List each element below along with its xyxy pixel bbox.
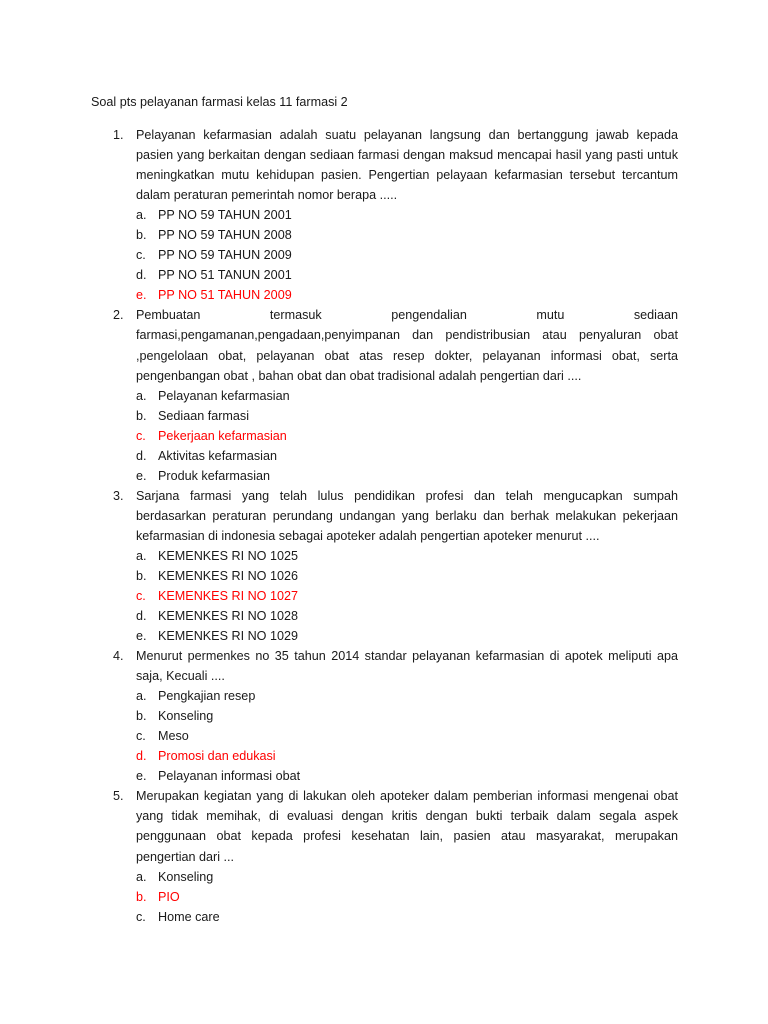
question-text: Menurut permenkes no 35 tahun 2014 standar pelayanan kefarmasian di apotek meliputi apa saja, Kecuali .... bbox=[136, 649, 678, 684]
option-text: Sediaan farmasi bbox=[158, 408, 250, 423]
option-item bbox=[136, 245, 678, 265]
question-number: 1. bbox=[113, 128, 124, 142]
option-text: Promosi dan edukasi bbox=[158, 749, 276, 764]
option-letter: d. bbox=[136, 609, 147, 624]
option-item bbox=[136, 265, 678, 285]
option-item bbox=[136, 406, 678, 426]
option-letter: b. bbox=[136, 889, 147, 904]
option-item bbox=[136, 466, 678, 486]
option-item bbox=[136, 867, 678, 887]
question-number: 3. bbox=[113, 488, 124, 503]
option-list bbox=[136, 686, 678, 786]
question-3 bbox=[91, 486, 678, 646]
option-letter: a. bbox=[136, 549, 147, 564]
option-letter: d. bbox=[136, 268, 147, 283]
option-letter: a. bbox=[136, 689, 147, 704]
option-letter: b. bbox=[136, 408, 147, 423]
option-item bbox=[136, 746, 678, 766]
option-text: PP NO 59 TAHUN 2008 bbox=[158, 228, 292, 243]
option-item bbox=[136, 446, 678, 466]
option-text: Pelayanan informasi obat bbox=[158, 769, 301, 784]
question-list bbox=[91, 125, 678, 927]
option-letter: b. bbox=[136, 709, 147, 724]
option-item bbox=[136, 887, 678, 907]
option-letter: b. bbox=[136, 228, 147, 243]
option-text: Produk kefarmasian bbox=[158, 468, 270, 483]
option-letter: a. bbox=[136, 208, 147, 223]
option-text: Pelayanan kefarmasian bbox=[158, 388, 290, 403]
question-number: 2. bbox=[113, 308, 124, 323]
option-letter: b. bbox=[136, 569, 147, 584]
option-text: Pengkajian resep bbox=[158, 689, 256, 704]
option-text: Home care bbox=[158, 909, 220, 924]
option-text: PP NO 51 TANUN 2001 bbox=[158, 268, 292, 283]
option-letter: e. bbox=[136, 288, 147, 303]
option-letter: c. bbox=[136, 589, 146, 604]
option-text: KEMENKES RI NO 1026 bbox=[158, 569, 298, 584]
option-text: Meso bbox=[158, 729, 189, 744]
option-item bbox=[136, 586, 678, 606]
option-item bbox=[136, 426, 678, 446]
question-text: Merupakan kegiatan yang di lakukan oleh apoteker dalam pemberian informasi mengenai obat yang tidak memihak, di evaluasi dengan kritis dengan bukti terbaik dalam segala aspek penggunaan obat kepada profesi kesehatan lain, pasien atau masyarakat, merupakan pengertian dari ... bbox=[136, 789, 678, 864]
option-text: PP NO 59 TAHUN 2009 bbox=[158, 248, 292, 263]
option-letter: c. bbox=[136, 909, 146, 924]
question-2 bbox=[91, 305, 678, 485]
option-item bbox=[136, 566, 678, 586]
option-letter: c. bbox=[136, 248, 146, 263]
question-text: Pelayanan kefarmasian adalah suatu pelayanan langsung dan bertanggung jawab kepada pasien yang berkaitan dengan sediaan farmasi dengan maksud mencapai hasil yang pasti untuk meningkatkan mutu kehidupan pasien. Pengertian pelayaan kefarmasian tersebut tercantum dalam peraturan pemerintah nomor berapa ..... bbox=[136, 128, 678, 203]
question-number: 4. bbox=[113, 649, 124, 664]
option-letter: d. bbox=[136, 448, 147, 463]
option-list bbox=[136, 546, 678, 646]
option-text: KEMENKES RI NO 1027 bbox=[158, 589, 298, 604]
option-text: KEMENKES RI NO 1025 bbox=[158, 549, 298, 564]
option-letter: d. bbox=[136, 749, 147, 764]
option-item bbox=[136, 726, 678, 746]
option-item bbox=[136, 907, 678, 927]
option-letter: e. bbox=[136, 629, 147, 644]
option-text: Konseling bbox=[158, 869, 214, 884]
option-text: PP NO 51 TAHUN 2009 bbox=[158, 288, 292, 303]
question-5 bbox=[91, 786, 678, 926]
option-text: Aktivitas kefarmasian bbox=[158, 448, 277, 463]
question-1 bbox=[91, 125, 678, 305]
option-letter: a. bbox=[136, 388, 147, 403]
question-4 bbox=[91, 646, 678, 786]
option-text: Konseling bbox=[158, 709, 214, 724]
option-item bbox=[136, 225, 678, 245]
option-item bbox=[136, 686, 678, 706]
option-text: Pekerjaan kefarmasian bbox=[158, 428, 287, 443]
option-letter: e. bbox=[136, 769, 147, 784]
document-title: Soal pts pelayanan farmasi kelas 11 farmasi 2 bbox=[91, 95, 348, 109]
option-list bbox=[136, 867, 678, 927]
option-text: PIO bbox=[158, 889, 180, 904]
option-item bbox=[136, 546, 678, 566]
option-item bbox=[136, 285, 678, 305]
option-letter: a. bbox=[136, 869, 147, 884]
option-letter: c. bbox=[136, 428, 146, 443]
option-text: PP NO 59 TAHUN 2001 bbox=[158, 208, 292, 223]
option-list bbox=[136, 386, 678, 486]
option-text: KEMENKES RI NO 1028 bbox=[158, 609, 298, 624]
option-item bbox=[136, 386, 678, 406]
option-item bbox=[136, 626, 678, 646]
question-text: Pembuatan termasuk pengendalian mutu sediaan farmasi,pengamanan,pengadaan,penyimpanan dan pendistribusian atau penyaluran obat ,pengelolaan obat, pelayanan obat atas resep dokter, pelayanan informasi obat, serta pengenbangan obat , bahan obat dan obat tradisional adalah pengertian dari .... bbox=[136, 308, 678, 383]
option-text: KEMENKES RI NO 1029 bbox=[158, 629, 298, 644]
question-text: Sarjana farmasi yang telah lulus pendidikan profesi dan telah mengucapkan sumpah berdasarkan peraturan perundang undangan yang berlaku dan berhak melakukan pekerjaan kefarmasian di indonesia sebagai apoteker adalah pengertian apoteker menurut .... bbox=[136, 488, 678, 543]
option-item bbox=[136, 706, 678, 726]
option-item bbox=[136, 606, 678, 626]
question-number: 5. bbox=[113, 789, 124, 804]
option-letter: c. bbox=[136, 729, 146, 744]
option-item bbox=[136, 205, 678, 225]
option-letter: e. bbox=[136, 468, 147, 483]
option-list bbox=[136, 205, 678, 305]
option-item bbox=[136, 766, 678, 786]
